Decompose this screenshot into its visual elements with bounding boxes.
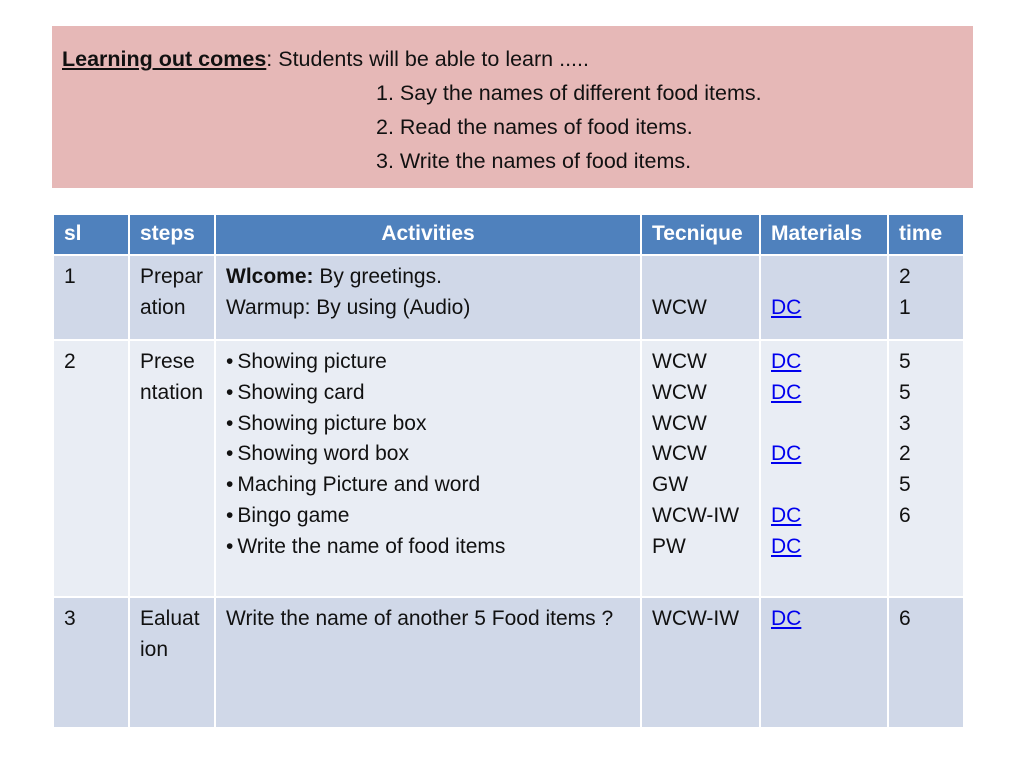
cell-materials bbox=[760, 340, 888, 597]
table-row bbox=[53, 255, 964, 340]
technique-entry: WCW bbox=[652, 411, 707, 435]
activity-text: Write the name of another 5 Food items ? bbox=[226, 607, 614, 630]
activity-line bbox=[226, 262, 630, 293]
step-name: Ealuation bbox=[140, 607, 200, 661]
step-name: Presentation bbox=[140, 350, 204, 404]
technique-entry: WCW bbox=[652, 442, 707, 466]
technique-entry: WCW bbox=[652, 380, 707, 404]
technique-entry: WCW-IW bbox=[652, 607, 740, 630]
time-entry: 3 bbox=[899, 411, 911, 435]
activity-text: By greetings. bbox=[313, 265, 442, 288]
cell-technique bbox=[641, 597, 760, 728]
cell-steps bbox=[129, 255, 215, 340]
header-steps: steps bbox=[129, 214, 215, 255]
activity-bullet: • Showing word box bbox=[226, 439, 630, 470]
cell-technique bbox=[641, 255, 760, 340]
cell-sl: 1 bbox=[53, 255, 129, 340]
materials-link-dc[interactable]: DC bbox=[771, 503, 802, 527]
technique-entry: WCW-IW bbox=[652, 503, 740, 527]
learning-outcomes-box bbox=[52, 26, 973, 188]
materials-link-dc[interactable]: DC bbox=[771, 442, 802, 466]
header-sl: sl bbox=[53, 214, 129, 255]
step-name: Preparation bbox=[140, 265, 204, 319]
materials-link-dc[interactable]: DC bbox=[771, 350, 802, 373]
materials-link-dc[interactable]: DC bbox=[771, 607, 802, 630]
activity-bullet: • Bingo game bbox=[226, 501, 630, 532]
time-entry: 5 bbox=[899, 350, 911, 373]
materials-link-dc[interactable]: DC bbox=[771, 380, 802, 404]
technique-entry: WCW bbox=[652, 295, 707, 319]
cell-sl: 3 bbox=[53, 597, 129, 728]
cell-time bbox=[888, 340, 964, 597]
outcomes-lead bbox=[62, 42, 973, 76]
materials-entry bbox=[771, 470, 877, 501]
activity-bullet: • Showing picture bbox=[226, 347, 630, 378]
activity-bullet: • Showing picture box bbox=[226, 409, 630, 440]
cell-materials bbox=[760, 255, 888, 340]
activity-bullet: • Maching Picture and word bbox=[226, 470, 630, 501]
activity-line: Warmup: By using (Audio) bbox=[226, 295, 471, 319]
time-entry: 2 bbox=[899, 265, 911, 288]
outcome-item-3: 3. Write the names of food items. bbox=[376, 149, 692, 173]
table-header-row bbox=[53, 214, 964, 255]
header-materials: Materials bbox=[760, 214, 888, 255]
materials-link-dc[interactable]: DC bbox=[771, 295, 802, 319]
technique-entry bbox=[652, 262, 749, 293]
time-entry: 1 bbox=[899, 295, 911, 319]
time-entry: 6 bbox=[899, 503, 911, 527]
outcome-item-2: 2. Read the names of food items. bbox=[376, 115, 693, 139]
cell-time bbox=[888, 597, 964, 728]
time-entry: 5 bbox=[899, 473, 911, 497]
time-entry: 2 bbox=[899, 442, 911, 466]
header-technique: Tecnique bbox=[641, 214, 760, 255]
table-row bbox=[53, 597, 964, 728]
cell-activities bbox=[215, 340, 641, 597]
technique-entry: GW bbox=[652, 473, 689, 497]
cell-time bbox=[888, 255, 964, 340]
activity-bullet: • Showing card bbox=[226, 378, 630, 409]
cell-technique bbox=[641, 340, 760, 597]
outcomes-label: Learning out comes bbox=[62, 47, 267, 71]
materials-entry bbox=[771, 409, 877, 440]
outcomes-intro: : Students will be able to learn ..... bbox=[266, 47, 589, 71]
technique-entry: WCW bbox=[652, 350, 707, 373]
outcome-item-1: 1. Say the names of different food items. bbox=[376, 81, 762, 105]
time-entry: 5 bbox=[899, 380, 911, 404]
cell-activities bbox=[215, 597, 641, 728]
header-activities: Activities bbox=[215, 214, 641, 255]
materials-link-dc[interactable]: DC bbox=[771, 534, 802, 558]
cell-activities bbox=[215, 255, 641, 340]
cell-steps bbox=[129, 597, 215, 728]
table-row bbox=[53, 340, 964, 597]
time-entry: 6 bbox=[899, 607, 911, 630]
cell-materials bbox=[760, 597, 888, 728]
cell-steps bbox=[129, 340, 215, 597]
cell-sl: 2 bbox=[53, 340, 129, 597]
materials-entry bbox=[771, 262, 877, 293]
header-time: time bbox=[888, 214, 964, 255]
activity-bullet: • Write the name of food items bbox=[226, 532, 630, 563]
activity-label: Wlcome: bbox=[226, 265, 314, 288]
technique-entry: PW bbox=[652, 534, 686, 558]
lesson-plan-table bbox=[52, 213, 965, 729]
